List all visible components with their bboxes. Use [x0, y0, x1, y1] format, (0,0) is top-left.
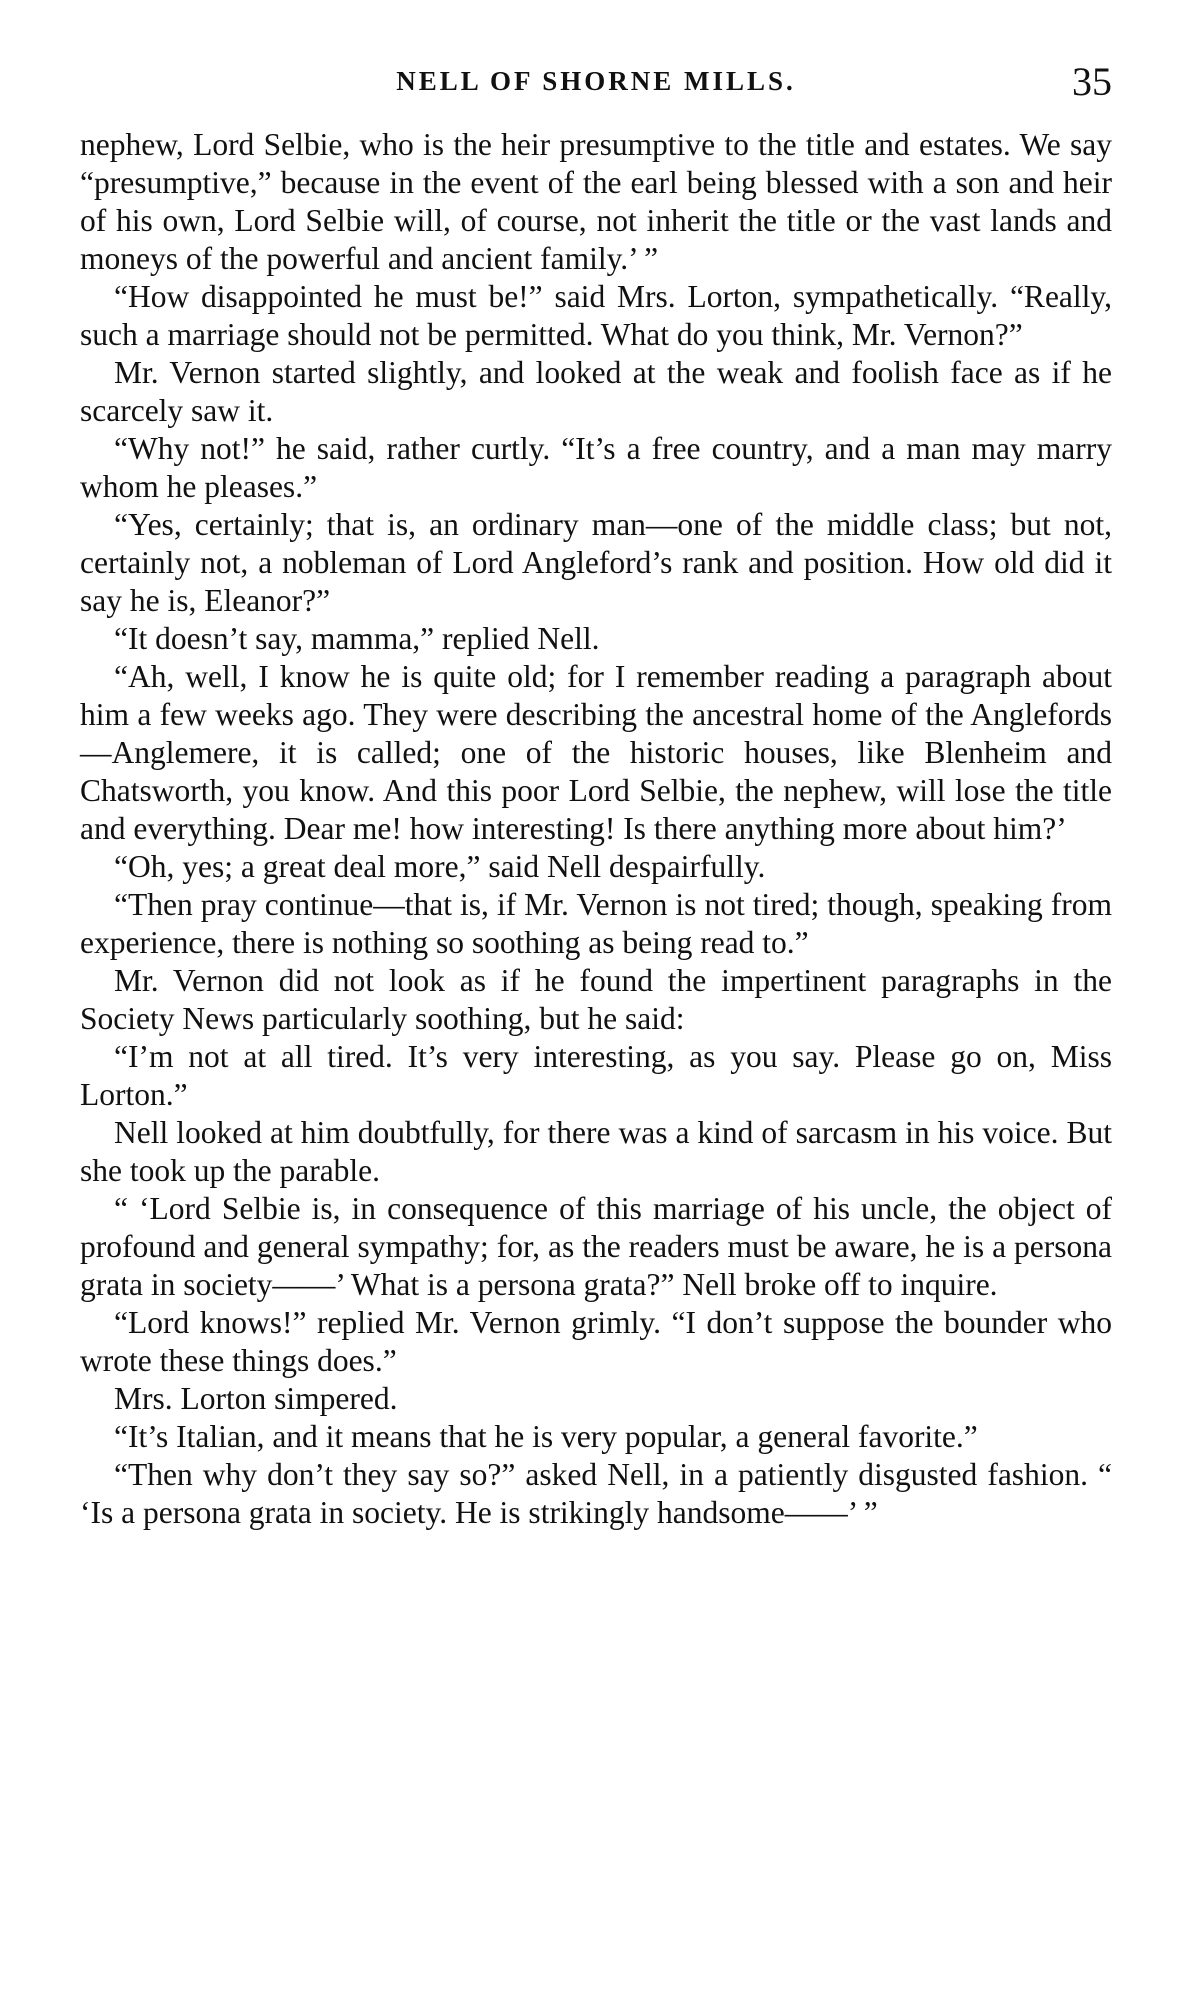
paragraph: “It’s Italian, and it means that he is very popular, a general favorite.”	[114, 1419, 978, 1454]
paragraph: Nell looked at him doubtfully, for there was a kind of sarcasm in his voice. But she took up the parable.	[80, 1115, 1112, 1188]
paragraph: nephew, Lord Selbie, who is the heir presumptive to the title and estates. We say “presumptive,” because in the event of the earl being blessed with a son and heir of his own, Lord Selbie will, of course, not inherit the title or the vast lands and moneys of the powerful and ancient family.’ ”	[80, 127, 1112, 276]
paragraph: “How disappointed he must be!” said Mrs. Lorton, sympathetically. “Really, such a marriage should not be permitted. What do you think, Mr. Vernon?”	[80, 279, 1112, 352]
body-text	[80, 126, 1112, 1532]
paragraph: “Lord knows!” replied Mr. Vernon grimly. “I don’t suppose the bounder who wrote these things does.”	[80, 1305, 1112, 1378]
book-page	[80, 52, 1112, 1532]
paragraph: Mr. Vernon did not look as if he found the impertinent paragraphs in the Society News particularly soothing, but he said:	[80, 963, 1112, 1036]
paragraph: “Oh, yes; a great deal more,” said Nell despairfully.	[114, 849, 766, 884]
paragraph: Mrs. Lorton simpered.	[114, 1381, 398, 1416]
paragraph: “Then pray continue—that is, if Mr. Vernon is not tired; though, speaking from experience, there is nothing so soothing as being read to.”	[80, 887, 1112, 960]
paragraph: “Ah, well, I know he is quite old; for I remember reading a paragraph about him a few weeks ago. They were describing the ancestral home of the Anglefords—Anglemere, it is called; one of the historic houses, like Blenheim and Chatsworth, you know. And this poor Lord Selbie, the nephew, will lose the title and everything. Dear me! how interesting! Is there anything more about him?’	[80, 659, 1112, 846]
paragraph: “Then why don’t they say so?” asked Nell, in a patiently disgusted fashion. “ ‘Is a persona grata in society. He is strikingly handsome——’ ”	[80, 1457, 1112, 1530]
paragraph: “It doesn’t say, mamma,” replied Nell.	[114, 621, 600, 656]
running-title: NELL OF SHORNE MILLS.	[396, 66, 796, 96]
running-head	[80, 52, 1112, 116]
paragraph: “Yes, certainly; that is, an ordinary man—one of the middle class; but not, certainly not, a nobleman of Lord Angleford’s rank and position. How old did it say he is, Eleanor?”	[80, 507, 1112, 618]
paragraph: “Why not!” he said, rather curtly. “It’s a free country, and a man may marry whom he pleases.”	[80, 431, 1112, 504]
paragraph: “I’m not at all tired. It’s very interesting, as you say. Please go on, Miss Lorton.”	[80, 1039, 1112, 1112]
page-number: 35	[1072, 59, 1112, 104]
paragraph: “ ‘Lord Selbie is, in consequence of this marriage of his uncle, the object of profound and general sympathy; for, as the readers must be aware, he is a persona grata in society——’ What is a persona grata?” Nell broke off to inquire.	[80, 1191, 1112, 1302]
paragraph: Mr. Vernon started slightly, and looked at the weak and foolish face as if he scarcely saw it.	[80, 355, 1112, 428]
